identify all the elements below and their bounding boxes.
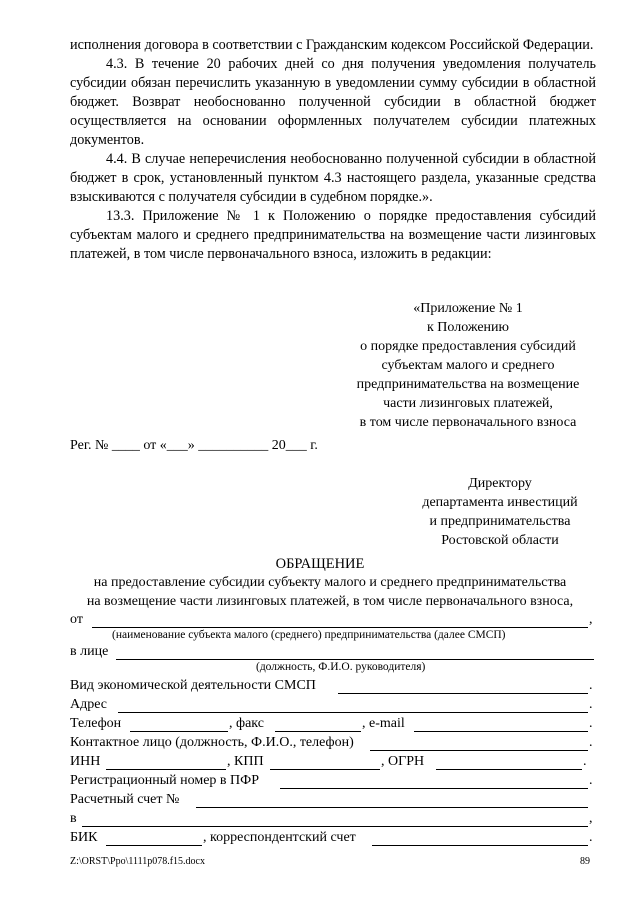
- inn-field[interactable]: [106, 754, 226, 770]
- account-label: Расчетный счет №: [70, 792, 180, 807]
- activity-row: [70, 678, 596, 697]
- appendix-line: части лизинговых платежей,: [383, 396, 553, 411]
- corr-field[interactable]: [372, 830, 588, 846]
- footer-file-path: Z:\ORST\Ppo\1111p078.f15.docx: [70, 856, 205, 867]
- fax-label: , факс: [229, 716, 264, 731]
- kpp-field[interactable]: [270, 754, 380, 770]
- appendix-line: предпринимательства на возмещение: [356, 377, 580, 392]
- person-field[interactable]: [116, 644, 594, 660]
- bank-label: в: [70, 811, 77, 826]
- address-label: Адрес: [70, 697, 108, 712]
- person-hint: (должность, Ф.И.О. руководителя): [256, 661, 426, 673]
- comma: ,: [589, 811, 593, 826]
- dot: .: [583, 754, 587, 769]
- fax-field[interactable]: [275, 716, 361, 732]
- pfr-row: [70, 773, 596, 792]
- inn-label: ИНН: [70, 754, 101, 769]
- email-label: , e-mail: [362, 716, 405, 731]
- bank-row: [70, 811, 596, 830]
- addressee-line: и предпринимательства: [429, 514, 571, 529]
- form-subtitle-2: на возмещение части лизинговых платежей, в том числе первоначального взноса,: [86, 594, 574, 609]
- ogrn-field[interactable]: [436, 754, 582, 770]
- account-field[interactable]: [196, 792, 588, 808]
- appendix-line: субъектам малого и среднего: [381, 358, 555, 373]
- bik-row: [70, 830, 596, 849]
- paragraph-13-3: 13.3. Приложение № 1 к Положению о порядке предоставления субсидий субъектам малого и среднего предпринимательства на возмещение части лизинговых платежей, в том числе первоначального взноса, изложить в редакции:: [70, 208, 596, 262]
- form-subtitle-1: на предоставление субсидии субъекту малого и среднего предпринимательства: [93, 575, 567, 590]
- person-label: в лице: [70, 644, 109, 659]
- phone-label: Телефон: [70, 716, 122, 731]
- activity-label: Вид экономической деятельности СМСП: [70, 678, 316, 693]
- appendix-line: в том числе первоначального взноса: [359, 415, 577, 430]
- bik-label: БИК: [70, 830, 98, 845]
- contact-row: [70, 735, 596, 754]
- dot: .: [589, 735, 593, 750]
- registration-line: Рег. № ____ от «___» __________ 20___ г.: [70, 438, 318, 453]
- email-field[interactable]: [414, 716, 588, 732]
- phone-row: [70, 716, 596, 735]
- dot: .: [589, 678, 593, 693]
- appendix-line: к Положению: [426, 320, 509, 335]
- from-hint: (наименование субъекта малого (среднего) предпринимательства (далее СМСП): [112, 629, 506, 641]
- appendix-line: о порядке предоставления субсидий: [360, 339, 576, 354]
- dot: .: [589, 716, 593, 731]
- paragraph-4-3: 4.3. В течение 20 рабочих дней со дня получения уведомления получатель субсидии обязан перечислить указанную в уведомлении сумму субсидии в областной бюджет. Возврат необоснованно полученной субсидии в областной бюджет осуществляется на основании оформленных получателем субсидии платежных документов.: [70, 56, 596, 148]
- address-field[interactable]: [118, 697, 588, 713]
- addressee-line: Ростовской области: [441, 533, 559, 548]
- bik-field[interactable]: [106, 830, 202, 846]
- paragraph-1: исполнения договора в соответствии с Гражданским кодексом Российской Федерации.: [70, 37, 594, 53]
- addressee-line: департамента инвестиций: [422, 495, 578, 510]
- account-row: [70, 792, 596, 811]
- body-text: [70, 36, 596, 264]
- phone-field[interactable]: [130, 716, 228, 732]
- dot: .: [589, 773, 593, 788]
- page-number: 89: [580, 856, 590, 867]
- contact-field[interactable]: [370, 735, 588, 751]
- from-label: от: [70, 612, 83, 627]
- pfr-field[interactable]: [280, 773, 588, 789]
- form-title: ОБРАЩЕНИЕ: [275, 556, 365, 572]
- dot: .: [589, 697, 593, 712]
- pfr-label: Регистрационный номер в ПФР: [70, 773, 259, 788]
- comma: ,: [589, 612, 593, 627]
- contact-label: Контактное лицо (должность, Ф.И.О., телефон): [70, 735, 354, 750]
- bank-field[interactable]: [82, 811, 588, 827]
- inn-row: [70, 754, 596, 773]
- from-field[interactable]: [92, 612, 588, 628]
- activity-field[interactable]: [338, 678, 588, 694]
- paragraph-4-4: 4.4. В случае неперечисления необоснованно полученной субсидии в областной бюджет в срок, установленный пунктом 4.3 настоящего раздела, указанные средства взыскиваются с получателя субсидии в судебном порядке.».: [70, 151, 596, 205]
- addressee-line: Директору: [468, 476, 532, 491]
- appendix-header: [330, 299, 606, 432]
- appendix-line: «Приложение № 1: [413, 301, 523, 316]
- dot: .: [589, 830, 593, 845]
- address-row: [70, 697, 596, 716]
- corr-label: , корреспондентский счет: [203, 830, 356, 845]
- addressee-block: [400, 474, 600, 550]
- ogrn-label: , ОГРН: [381, 754, 425, 769]
- kpp-label: , КПП: [227, 754, 264, 769]
